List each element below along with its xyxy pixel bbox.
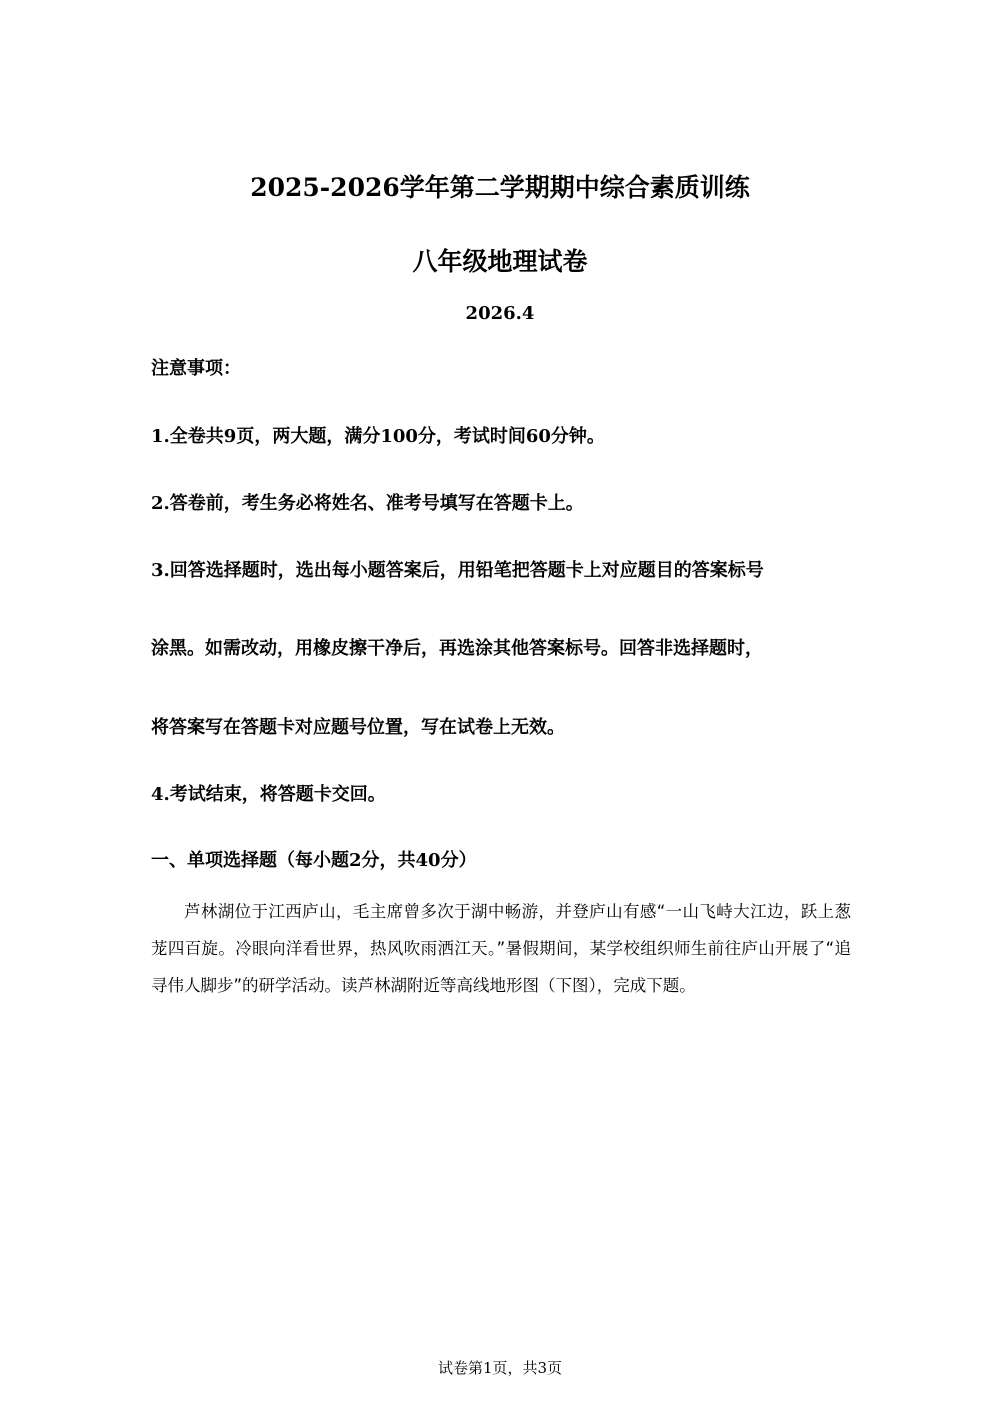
question-passage: 芦林湖位于江西庐山，毛主席曾多次于湖中畅游，并登庐山有感“一山飞峙大江边，跃上葱茏四百旋。冷眼向洋看世界，热风吹雨洒江天。”暑假期间，某学校组织师生前往庐山开展了“追寻伟人脚步”的研学活动。读芦林湖附近等高线地形图（下图），完成下题。 xyxy=(151,902,851,995)
page-footer: 试卷第1页，共3页 xyxy=(437,1359,563,1377)
notice-item-1: 1.全卷共9页，两大题，满分100分，考试时间60分钟。 xyxy=(151,426,605,447)
notice-heading: 注意事项： xyxy=(151,358,241,379)
notice-item-3-line-3: 将答案写在答题卡对应题号位置，写在试卷上无效。 xyxy=(151,717,565,738)
notice-item-4: 4.考试结束，将答题卡交回。 xyxy=(151,784,386,805)
exam-date: 2026.4 xyxy=(465,303,535,324)
exam-title: 2025-2026学年第二学期期中综合素质训练 xyxy=(250,173,750,202)
notice-item-3-line-2: 涂黑。如需改动，用橡皮擦干净后，再选涂其他答案标号。回答非选择题时， xyxy=(151,638,763,659)
notice-item-3-line-1: 3.回答选择题时，选出每小题答案后，用铅笔把答题卡上对应题目的答案标号 xyxy=(151,560,764,581)
notice-item-2: 2.答卷前，考生务必将姓名、准考号填写在答题卡上。 xyxy=(151,493,584,514)
exam-subtitle: 八年级地理试卷 xyxy=(412,247,588,276)
section-1-heading: 一、单项选择题（每小题2分，共40分） xyxy=(151,850,477,871)
